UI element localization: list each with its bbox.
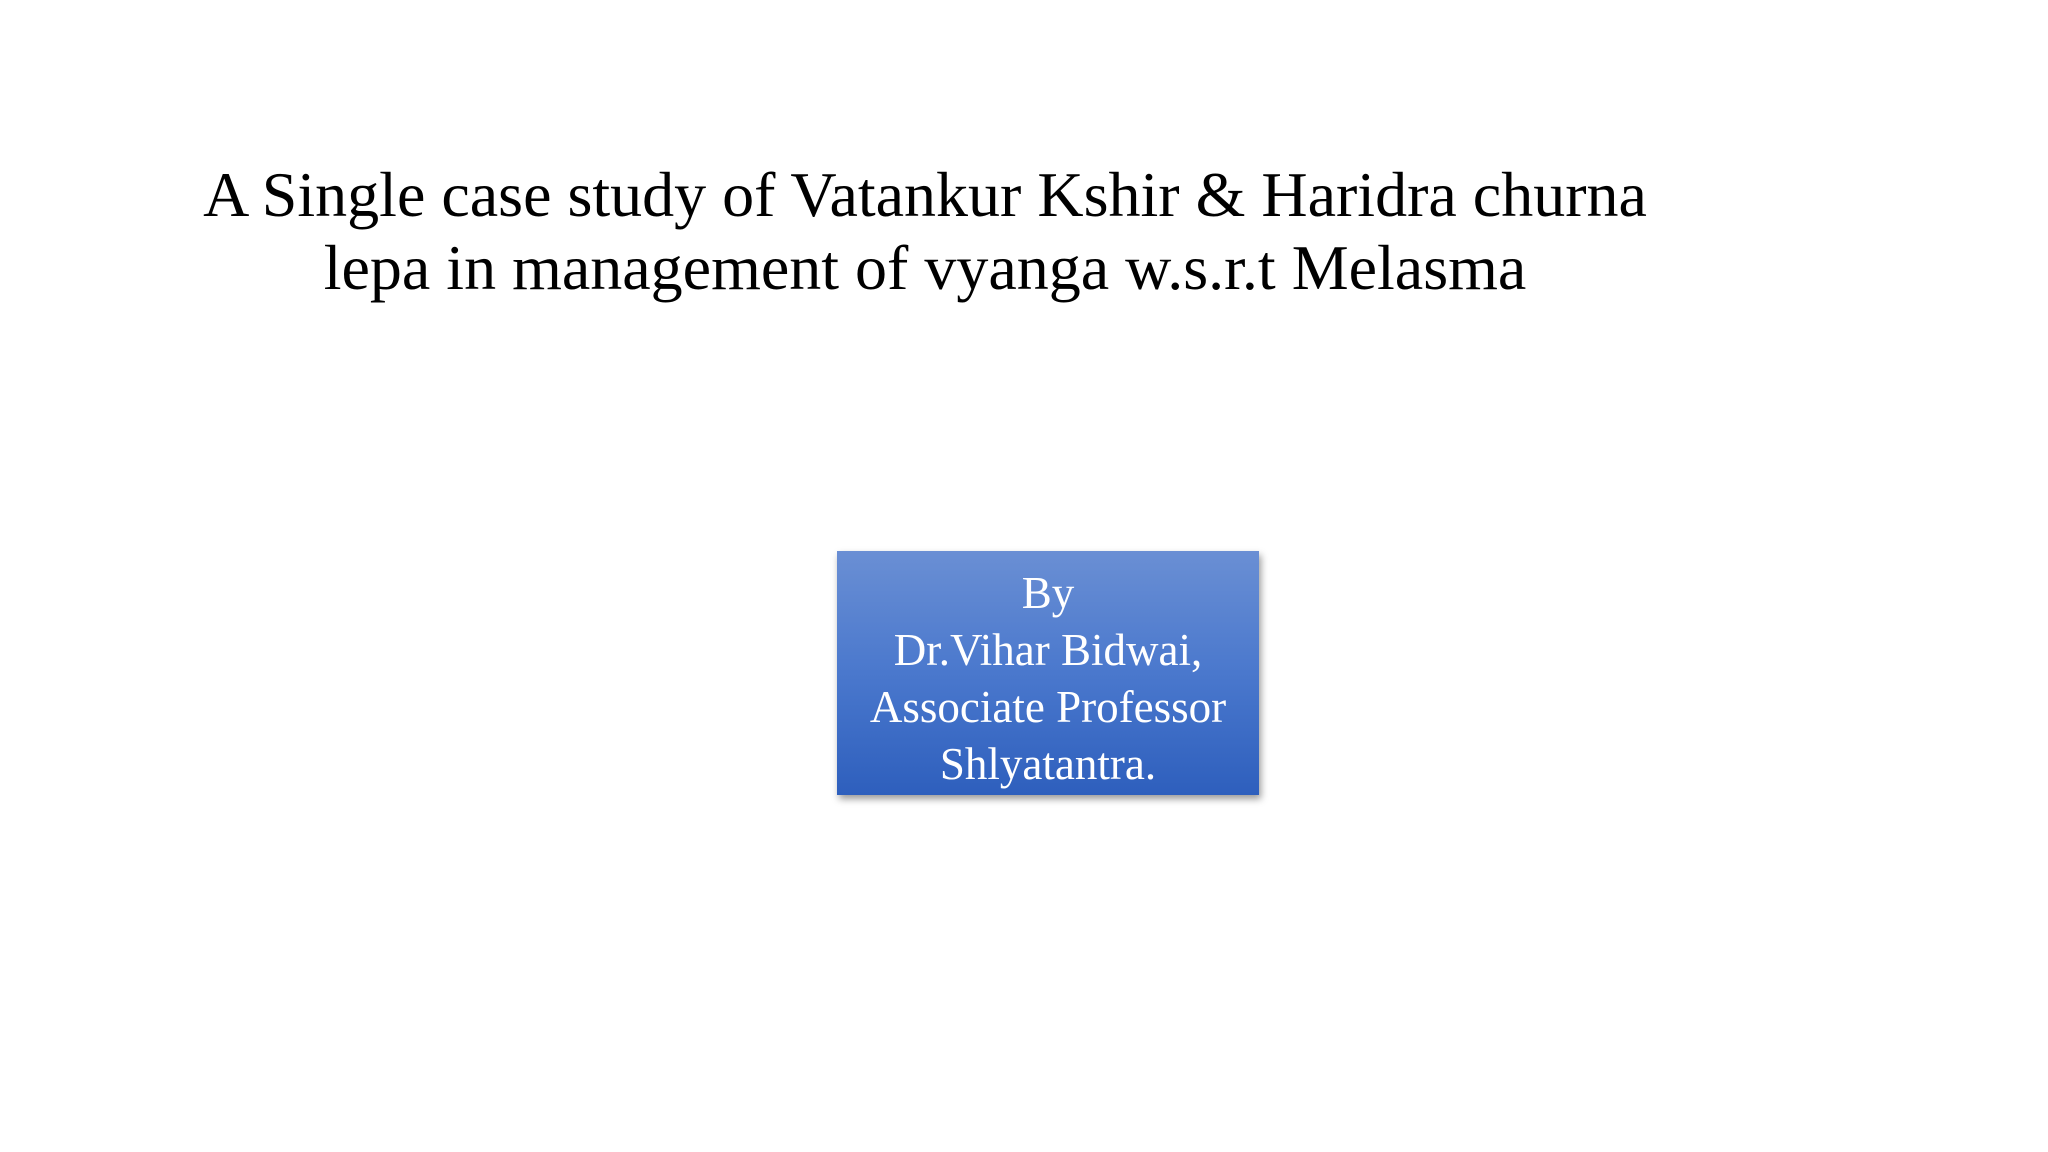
author-by-label: By	[1021, 568, 1075, 618]
slide-title-line-1: A Single case study of Vatankur Kshir & Haridra churna	[203, 159, 1647, 230]
author-name: Dr.Vihar Bidwai,	[893, 625, 1203, 675]
author-position: Associate Professor	[869, 682, 1227, 732]
author-department: Shlyatantra.	[939, 739, 1157, 789]
slide-title	[120, 158, 1730, 304]
author-info-box	[837, 551, 1259, 795]
slide-title-line-2: lepa in management of vyanga w.s.r.t Melasma	[323, 232, 1527, 303]
